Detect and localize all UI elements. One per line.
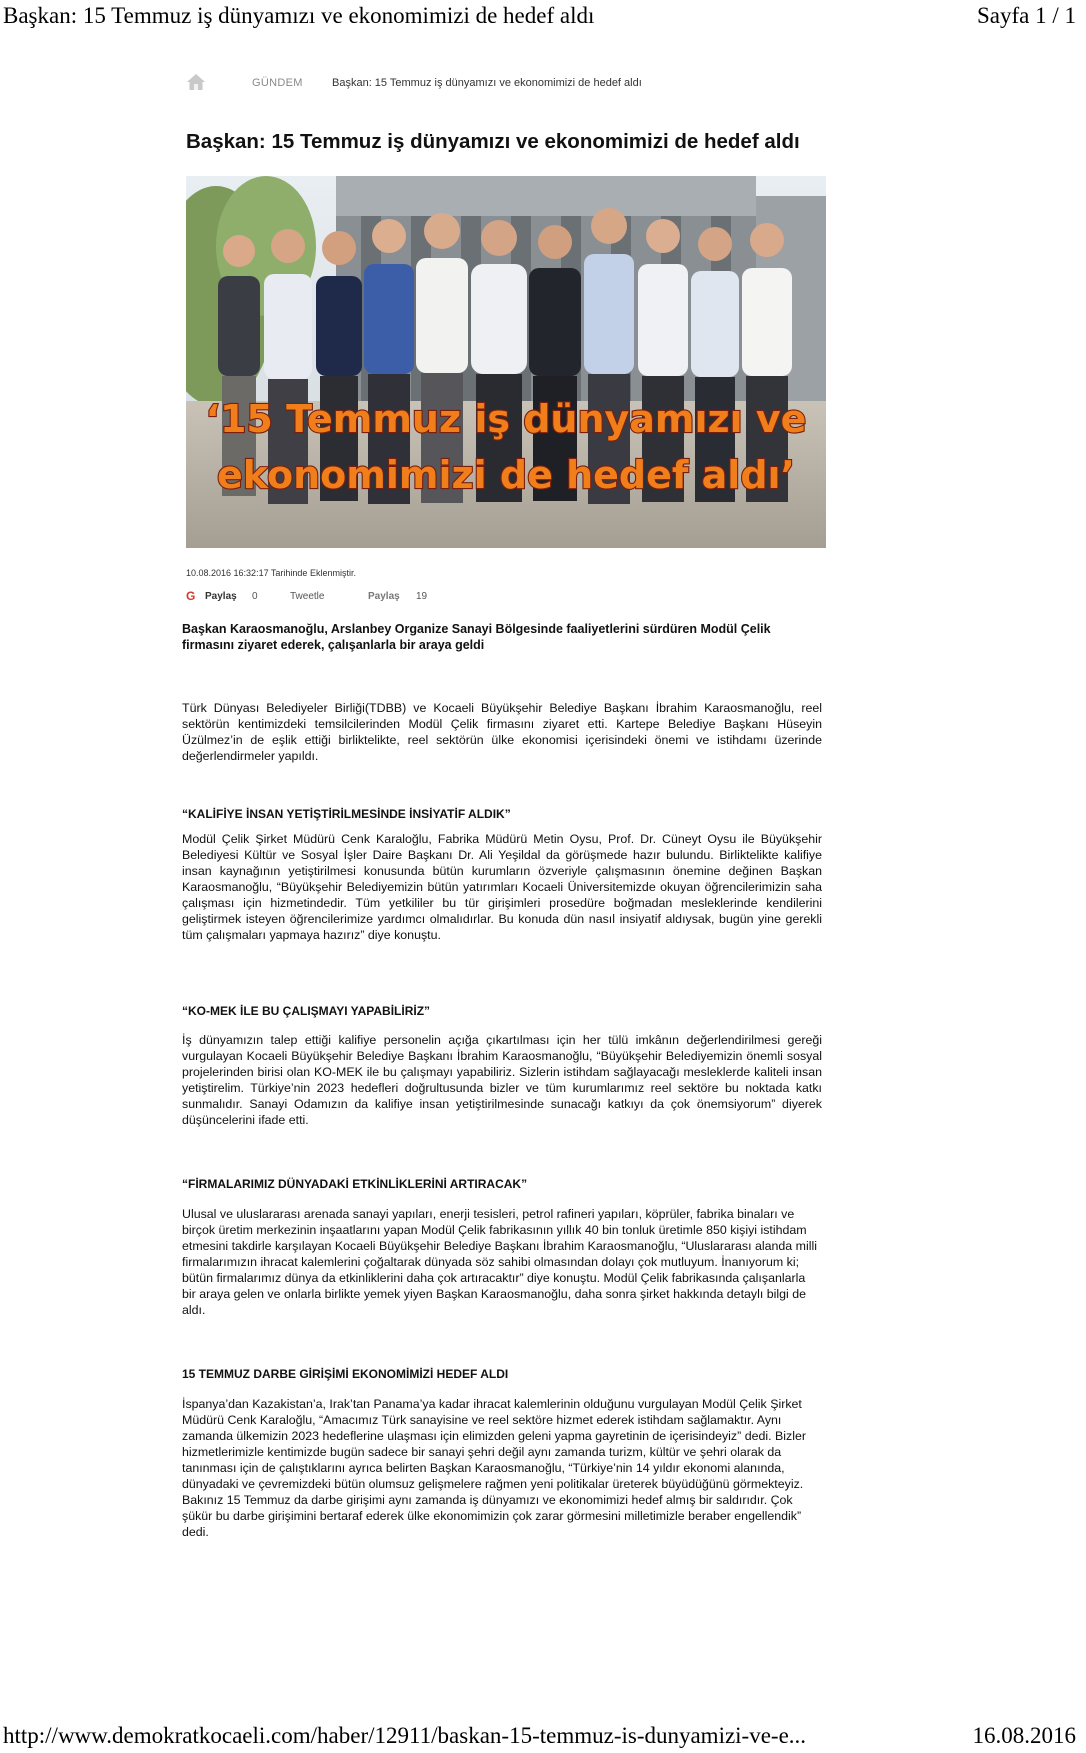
hero-image (186, 176, 826, 548)
article-paragraph-2: Modül Çelik Şirket Müdürü Cenk Karaloğlu, Fabrika Müdürü Metin Oysu, Prof. Dr. Cüneyt Oysu ile Büyükşehir Belediyesi Kültür ve Sosyal İşler Daire Başkanı Dr. Ali Yeşildal da görüşmede hazır bulundu. Birliktelikte kalifiye insan kaynağının yetiştirilmesi konusunda bütün kurumların özveriyle çalışmasının önemine değinen Başkan Karaosmanoğlu, “Büyükşehir Belediyemizin bütün yatırımları Kocaeli Üniversitemizde okuyan öğrencilerimizin saha çalışması için hizmetindedir. Tüm yetkililer bu tür girişimleri prosedüre boğmadan mesleklerinde kendilerini geliştirmek isteyen öğrencilerimize yardımcı olmalıdırlar. Bu konuda dün nasıl insiyatif aldıysak, bugün yine gerekli tüm çalışmaları yapmaya hazırız” diye konuştu. (182, 832, 822, 942)
section-heading-2: “KO-MEK İLE BU ÇALIŞMAYI YAPABİLİRİZ” (182, 1004, 431, 1018)
article-lead: Başkan Karaosmanoğlu, Arslanbey Organize Sanayi Bölgesinde faaliyetlerini sürdüren Modül Çelik firmasını ziyaret ederek, çalışanlarla bir araya geldi (182, 622, 771, 652)
section-heading-1: “KALİFİYE İNSAN YETİŞTİRİLMESİNDE İNSİYATİF ALDIK” (182, 807, 511, 821)
print-header-page: Sayfa 1 / 1 (976, 3, 1076, 28)
hero-caption-line1: ‘15 Temmuz iş dünyamızı ve (205, 397, 807, 441)
article-paragraph-4: Ulusal ve uluslararası arenada sanayi yapıları, enerji tesisleri, petrol rafineri yapıları, köprüler, fabrika binaları ve birçok üretim merkezinin inşaatlarını yapan Modül Çelik fabrikasının yıllık 40 bin tonluk üretimle 850 kişiyi istihdam etmesini takdirle karşılayan Kocaeli Büyükşehir Belediye Başkanı İbrahim Karaosmanoğlu, “Uluslararası alanda milli firmalarımızın ihracat kalemlerini çoğaltarak dünyada söz sahibi olmasından dolayı çok mutluyum. İnanıyorum ki; bütün firmalarımız dünya da etkinliklerini daha çok artıracaktır” diye konuştu. Modül Çelik fabrikasında çalışanlarla bir araya gelen ve onlarla birlikte yemek yiyen Başkan Karaosmanoğlu, daha sonra şirket hakkında detaylı bilgi de aldı. (182, 1207, 817, 1317)
google-share-button[interactable]: Paylaş (205, 591, 237, 602)
print-header (0, 0, 1086, 36)
google-icon[interactable]: G (186, 589, 196, 603)
print-header-title: Başkan: 15 Temmuz iş dünyamızı ve ekonomimizi de hedef aldı (3, 3, 595, 28)
facebook-share-count: 19 (416, 591, 428, 602)
article-paragraph-1: Türk Dünyası Belediyeler Birliği(TDBB) ve Kocaeli Büyükşehir Belediye Başkanı İbrahim Karaosmanoğlu, reel sektörün kentimizdeki temsilcilerinden Modül Çelik firmasını ziyaret etti. Kartepe Belediye Başkanı Hüseyin Üzülmez’in de eşlik ettiği birliktelikte, reel sektörün ülke ekonomisi içerisindeki önemi ve istihdamı üzerinde değerlendirmeler yapıldı. (182, 701, 822, 763)
facebook-share-button[interactable]: Paylaş (368, 591, 400, 602)
breadcrumb-section-link[interactable]: GÜNDEM (252, 77, 303, 89)
page-title: Başkan: 15 Temmuz iş dünyamızı ve ekonomimizi de hedef aldı (186, 130, 800, 153)
home-icon[interactable] (186, 73, 206, 91)
section-heading-3: “FİRMALARIMIZ DÜNYADAKİ ETKİNLİKLERİNİ ARTIRACAK” (182, 1177, 528, 1191)
tweet-button[interactable]: Tweetle (290, 591, 325, 602)
article-paragraph-5: İspanya’dan Kazakistan’a, Irak’tan Panama’ya kadar ihracat kalemlerinin olduğunu vurgulayan Modül Çelik Şirket Müdürü Cenk Karaloğlu, “Amacımız Türk sanayisine ve reel sektöre hizmet ederek istihdam sağlamaktır. Aynı zamanda ülkemizin 2023 hedeflerine ulaşması için elimizden geleni yapma gayretinin de içerisindeyiz” dedi. Bizler hizmetlerimizle kentimizde bugün sadece bir sanayi şehri değil aynı zamanda turizm, kültür ve şehri olarak da tanınması için de çalıştıklarını ayrıca belirten Başkan Karaosmanoğlu, “Türkiye’nin 14 yıldır ekonomi alanında, dünyadaki ve çevremizdeki bütün olumsuz gelişmelere rağmen yeni politikalar üreterek büyüdüğünü görmekteyiz. Bakınız 15 Temmuz da darbe girişimi aynı zamanda iş dünyamızı ve ekonomimizi hedef almış bir saldırıdır. Çok şükür bu darbe girişimini bertaraf ederek ülke ekonomimizin çok zarar görmesini milletimizle beraber engellendik” dedi. (182, 1397, 806, 1539)
hero-caption-line2: ekonomimizi de hedef aldı’ (217, 453, 795, 497)
publish-date: 10.08.2016 16:32:17 Tarihinde Eklenmiştir. (186, 568, 356, 578)
google-share-count: 0 (252, 591, 258, 602)
section-heading-4: 15 TEMMUZ DARBE GİRİŞİMİ EKONOMİMİZİ HEDEF ALDI (182, 1367, 509, 1381)
print-footer-date: 16.08.2016 (972, 1723, 1076, 1748)
article-paragraph-3: İş dünyamızın talep ettiği kalifiye personelin açığa çıkartılması için her tülü imkânın değerlendirilmesi gereği vurgulayan Kocaeli Büyükşehir Belediye Başkanı İbrahim Karaosmanoğlu, “Büyükşehir Belediyemizin önemli sosyal projelerinden birisi olan KO-MEK ile bu çalışmayı yapabiliriz. Sizlerin istihdam sağlayacağı mesleklerde kaliteli insan yetiştirelim. Türkiye’nin 2023 hedefleri doğrultusunda bizler ve tüm kurumlarımız reel sektöre bu noktada katkı sunmalıdır. Sanayi Odamızın da kalifiye insan yetiştirilmesinde sunacağı katkıyı da çok önemsiyorum” diyerek düşüncelerini ifade etti. (182, 1033, 822, 1127)
breadcrumb-current: Başkan: 15 Temmuz iş dünyamızı ve ekonomimizi de hedef aldı (332, 77, 642, 89)
print-footer (0, 1719, 1086, 1753)
print-footer-url: http://www.demokratkocaeli.com/haber/12911/baskan-15-temmuz-is-dunyamizi-ve-e... (3, 1723, 807, 1748)
